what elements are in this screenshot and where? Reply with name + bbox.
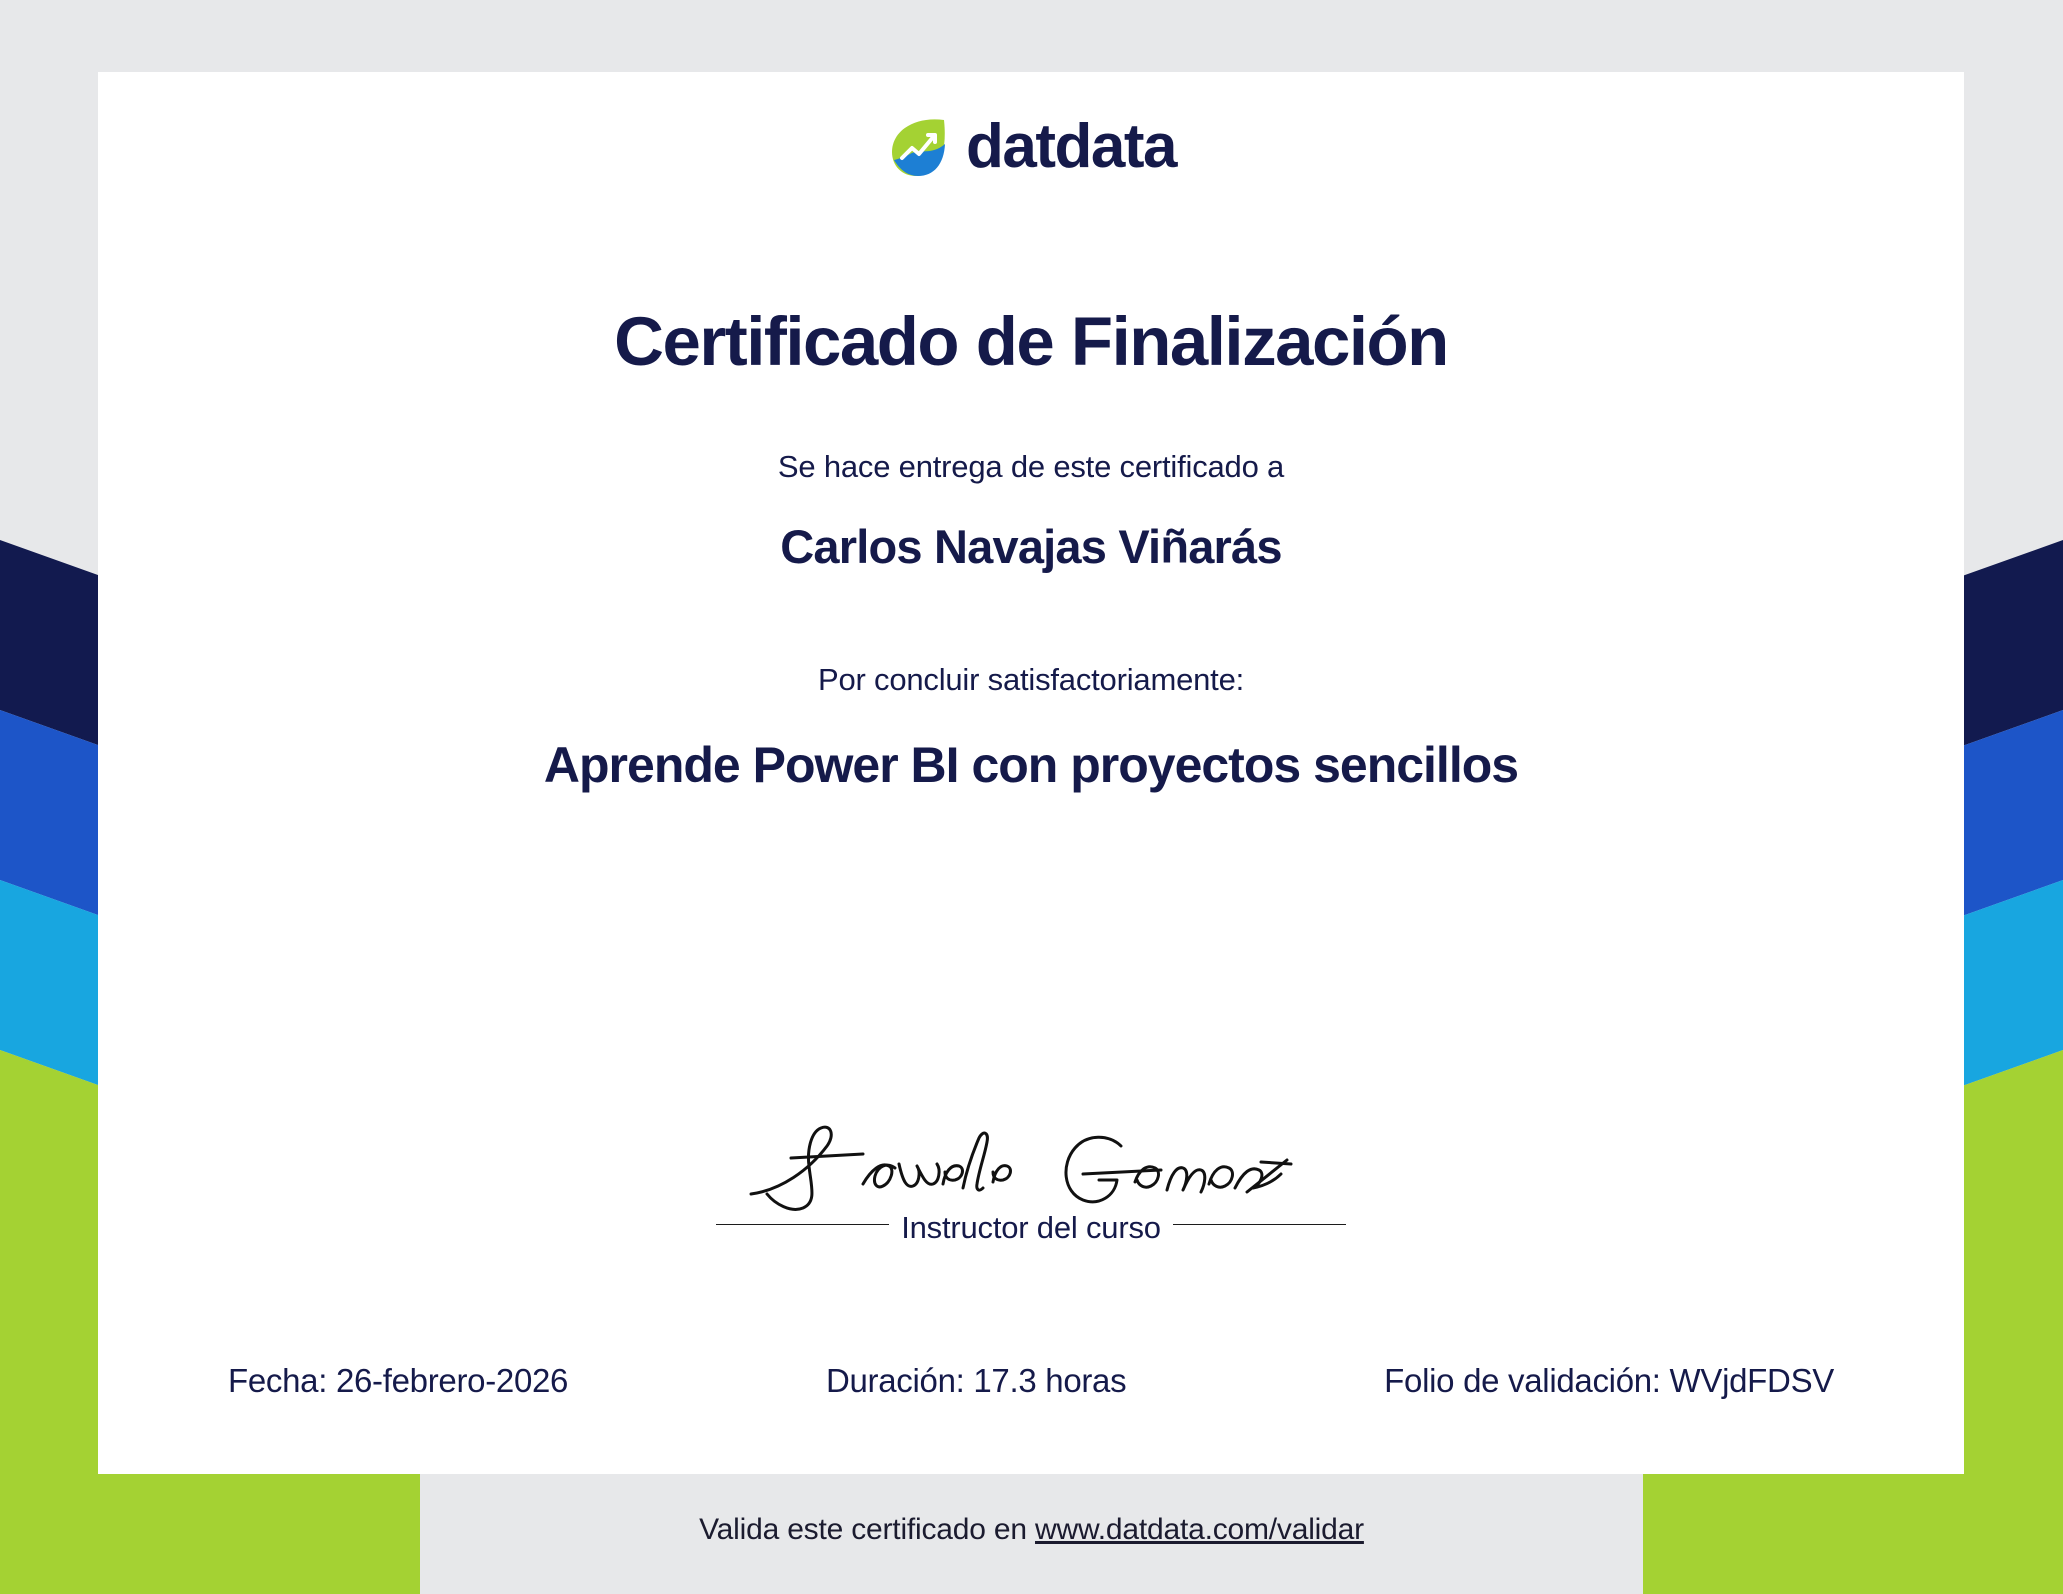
brand-logo — [98, 114, 1964, 180]
signature-block — [716, 1112, 1346, 1246]
awarded-to-label: Se hace entrega de este certificado a — [777, 449, 1285, 484]
course-name: Aprende Power BI con proyectos sencillos — [543, 737, 1519, 793]
validation-url-link[interactable]: www.datdata.com/validar — [1035, 1513, 1364, 1546]
course-duration: Duración: 17.3 horas — [825, 1362, 1127, 1399]
signature-caption: Instructor del curso — [889, 1210, 1173, 1246]
leaf-chart-icon — [886, 114, 952, 180]
validation-footer — [0, 1513, 2063, 1547]
issue-date: Fecha: 26-febrero-2026 — [228, 1362, 569, 1399]
recipient-name: Carlos Navajas Viñarás — [780, 520, 1282, 573]
completion-label: Por concluir satisfactoriamente: — [817, 662, 1245, 697]
brand-name: datdata — [966, 112, 1176, 181]
signature-image — [716, 1112, 1346, 1222]
certificate-meta-row — [98, 1362, 1964, 1400]
validation-footer-prefix: Valida este certificado en — [699, 1513, 1036, 1546]
certificate-card — [98, 72, 1964, 1474]
certificate-title: Certificado de Finalización — [614, 303, 1448, 380]
validation-folio: Folio de validación: WVjdFDSV — [1384, 1362, 1834, 1399]
